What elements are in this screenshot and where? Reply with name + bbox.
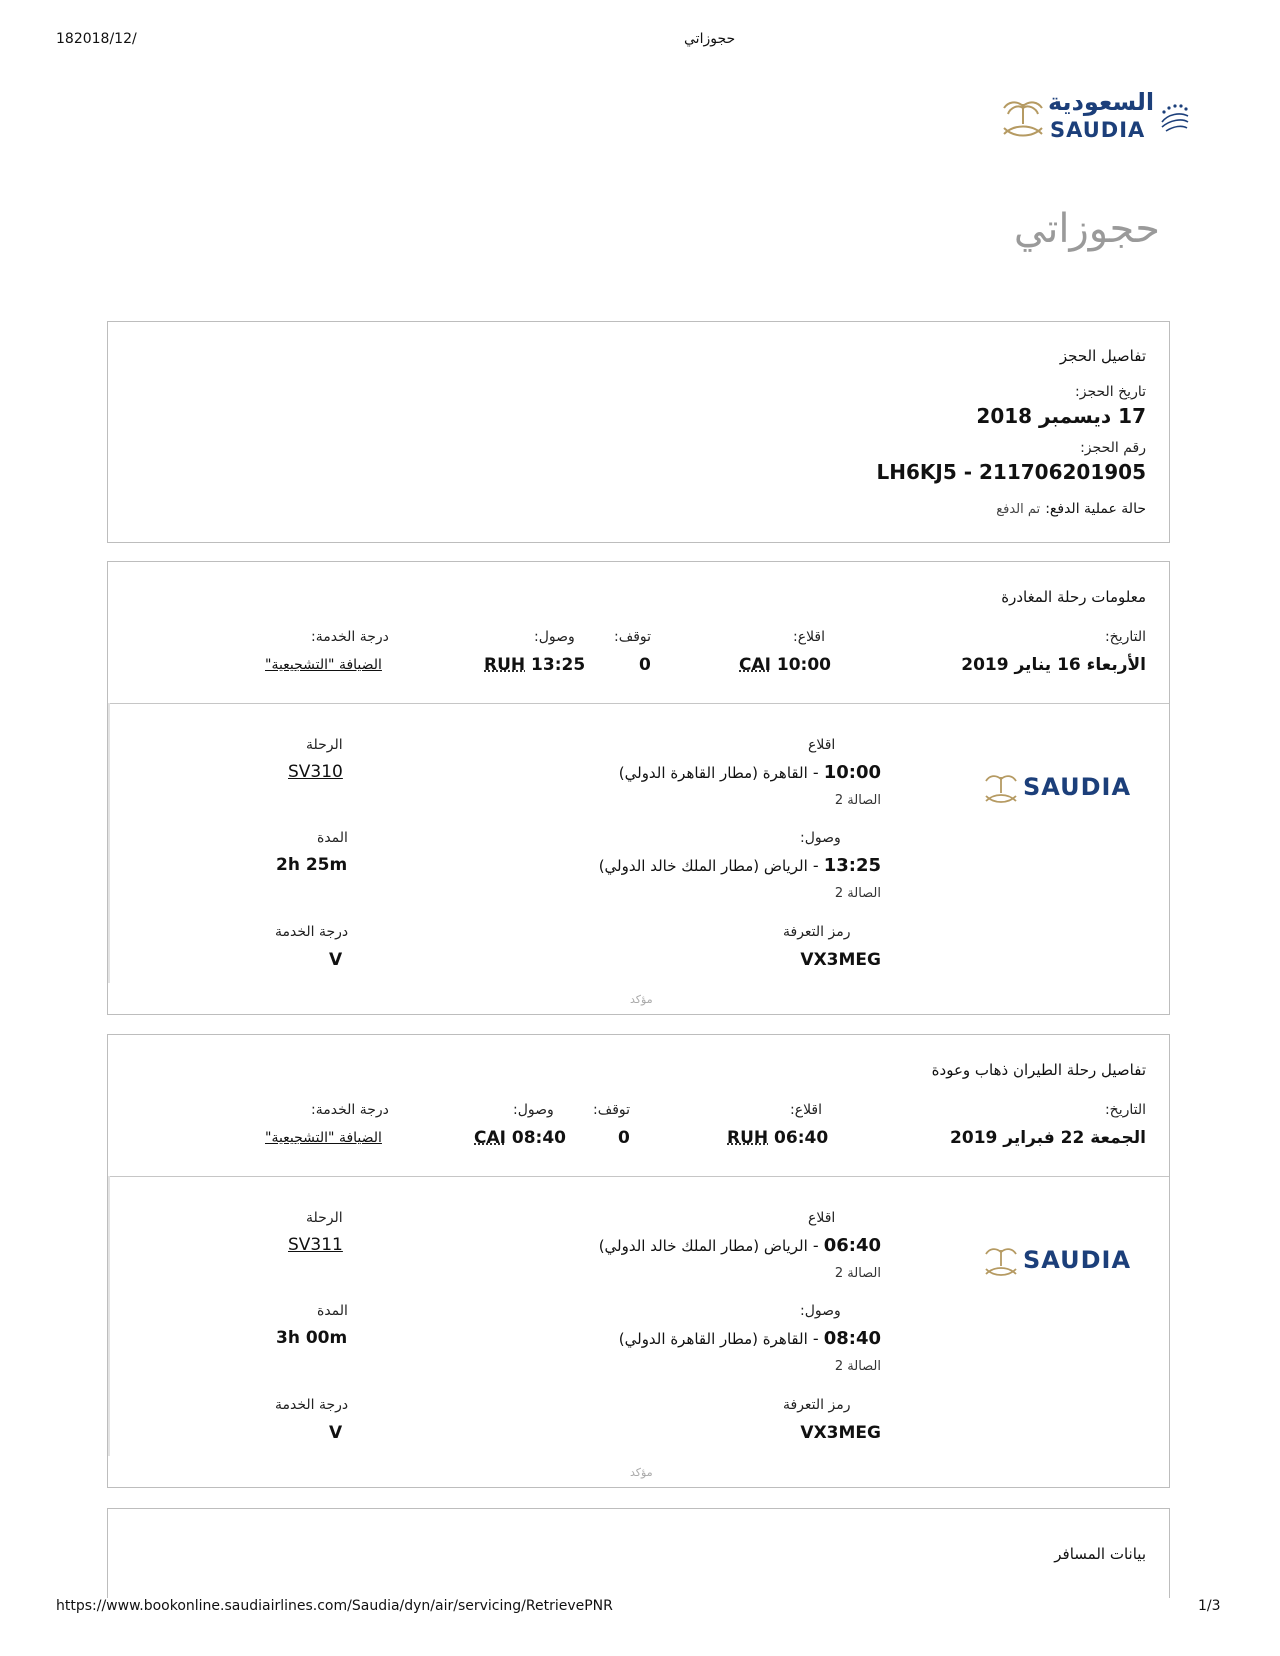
detail-flight-label: الرحلة	[306, 1210, 343, 1226]
palm-swords-icon	[983, 769, 1019, 805]
detail-flight-value[interactable]: SV310	[288, 762, 343, 782]
payment-status-value: تم الدفع	[996, 502, 1041, 517]
booking-ref-label: رقم الحجز:	[1080, 440, 1146, 456]
departure-section-title: معلومات رحلة المغادرة	[1001, 588, 1146, 606]
left-rule	[108, 1176, 110, 1456]
return-stops-value: 0	[618, 1128, 630, 1148]
return-stops-label: توقف:	[593, 1102, 631, 1118]
return-depart-label: اقلاع:	[790, 1102, 823, 1118]
departure-depart-time: 10:00	[776, 655, 832, 675]
detail-flight-label: الرحلة	[306, 737, 343, 753]
booking-date-label: تاريخ الحجز:	[1075, 384, 1146, 400]
departure-depart-label: اقلاع:	[793, 629, 826, 645]
detail-depart-place: الرياض (مطار الملك خالد الدولي)	[598, 1237, 808, 1255]
booking-section-title: تفاصيل الحجز	[1059, 347, 1146, 365]
return-flight-card	[107, 1034, 1170, 1488]
departure-depart-value	[739, 655, 831, 675]
departure-stops-label: توقف:	[614, 629, 652, 645]
departure-arrive-code: RUH	[484, 655, 526, 675]
logo-latin: SAUDIA	[1050, 118, 1146, 142]
booking-date-value: 17 ديسمبر 2018	[976, 404, 1146, 428]
return-arrive-value	[474, 1128, 566, 1148]
print-title: حجوزاتي	[684, 31, 736, 47]
passenger-card	[107, 1508, 1170, 1598]
detail-duration-label: المدة	[317, 830, 348, 846]
left-rule	[108, 703, 110, 983]
departure-arrive-value	[484, 655, 585, 675]
logo-text: SAUDIA	[1023, 1246, 1132, 1274]
status-note: مؤكد	[630, 993, 653, 1006]
payment-status-label: حالة عملية الدفع:	[1045, 501, 1146, 517]
departure-arrive-label: وصول:	[534, 629, 575, 645]
departure-date-label: التاريخ:	[1104, 629, 1146, 645]
detail-depart-place: القاهرة (مطار القاهرة الدولي)	[618, 764, 808, 782]
departure-class-value[interactable]: الضيافة "التشجيعية"	[265, 657, 382, 673]
booking-details-card	[107, 321, 1170, 543]
return-class-label: درجة الخدمة:	[311, 1102, 389, 1118]
palm-swords-icon	[983, 1242, 1019, 1278]
detail-duration-label: المدة	[317, 1303, 348, 1319]
return-arrive-time: 08:40	[511, 1128, 567, 1148]
logo-text: SAUDIA	[1023, 773, 1132, 801]
page-title: حجوزاتي	[1013, 206, 1160, 252]
saudia-logo	[1000, 88, 1200, 148]
airline-logo	[983, 767, 1153, 807]
detail-depart-label: اقلاع	[808, 737, 836, 753]
booking-ref-value: LH6KJ5 - 211706201905	[876, 460, 1146, 484]
detail-arrive-row: 13:25 - الرياض (مطار الملك خالد الدولي)	[598, 855, 881, 876]
detail-depart-terminal: الصالة 2	[834, 793, 881, 808]
status-note: مؤكد	[630, 1466, 653, 1479]
departure-stops-value: 0	[639, 655, 651, 675]
detail-class-value: V	[329, 950, 343, 970]
divider	[108, 1176, 1169, 1177]
detail-arrive-row: 08:40 - القاهرة (مطار القاهرة الدولي)	[618, 1328, 881, 1349]
detail-depart-row: 06:40 - الرياض (مطار الملك خالد الدولي)	[598, 1235, 881, 1256]
divider	[108, 703, 1169, 704]
print-date: 182018/12/	[56, 31, 137, 47]
detail-class-label: درجة الخدمة	[275, 924, 349, 940]
detail-arrive-time: 08:40	[823, 1328, 881, 1349]
detail-arrive-label: وصول:	[800, 1303, 841, 1319]
logo-arabic: السعودية	[1048, 88, 1155, 116]
detail-fare-label: رمز التعرفة	[783, 924, 851, 940]
detail-fare-value: VX3MEG	[800, 1423, 881, 1443]
swirl-icon	[1156, 100, 1192, 136]
detail-arrive-terminal: الصالة 2	[834, 886, 881, 901]
detail-depart-time: 10:00	[823, 762, 881, 783]
return-date-label: التاريخ:	[1104, 1102, 1146, 1118]
detail-depart-row: 10:00 - القاهرة (مطار القاهرة الدولي)	[618, 762, 881, 783]
return-depart-value	[727, 1128, 828, 1148]
detail-arrive-time: 13:25	[823, 855, 881, 876]
departure-depart-code: CAI	[739, 655, 771, 675]
detail-fare-label: رمز التعرفة	[783, 1397, 851, 1413]
return-arrive-code: CAI	[474, 1128, 506, 1148]
detail-class-label: درجة الخدمة	[275, 1397, 349, 1413]
detail-flight-value[interactable]: SV311	[288, 1235, 343, 1255]
departure-class-label: درجة الخدمة:	[311, 629, 389, 645]
detail-arrive-label: وصول:	[800, 830, 841, 846]
return-class-value[interactable]: الضيافة "التشجيعية"	[265, 1130, 382, 1146]
detail-class-value: V	[329, 1423, 343, 1443]
detail-duration-value: 3h 00m	[276, 1328, 348, 1348]
detail-arrive-place: الرياض (مطار الملك خالد الدولي)	[598, 857, 808, 875]
departure-arrive-time: 13:25	[531, 655, 586, 675]
departure-flight-card	[107, 561, 1170, 1015]
return-depart-time: 06:40	[774, 1128, 829, 1148]
palm-swords-icon	[1000, 94, 1046, 142]
passenger-section-title: بيانات المسافر	[1054, 1545, 1146, 1563]
detail-depart-label: اقلاع	[808, 1210, 836, 1226]
return-section-title: تفاصيل رحلة الطيران ذهاب وعودة	[931, 1061, 1146, 1079]
payment-status	[996, 498, 1146, 517]
detail-arrive-place: القاهرة (مطار القاهرة الدولي)	[618, 1330, 808, 1348]
detail-fare-value: VX3MEG	[800, 950, 881, 970]
airline-logo	[983, 1240, 1153, 1280]
detail-duration-value: 2h 25m	[276, 855, 348, 875]
return-date-value: الجمعة 22 فبراير 2019	[950, 1128, 1146, 1148]
print-page-number: 1/3	[1198, 1598, 1221, 1614]
return-arrive-label: وصول:	[513, 1102, 554, 1118]
detail-arrive-terminal: الصالة 2	[834, 1359, 881, 1374]
detail-depart-terminal: الصالة 2	[834, 1266, 881, 1281]
departure-date-value: الأربعاء 16 يناير 2019	[961, 655, 1146, 675]
detail-depart-time: 06:40	[823, 1235, 881, 1256]
print-url: https://www.bookonline.saudiairlines.com/Saudia/dyn/air/servicing/RetrievePNR	[56, 1598, 613, 1614]
return-depart-code: RUH	[727, 1128, 769, 1148]
